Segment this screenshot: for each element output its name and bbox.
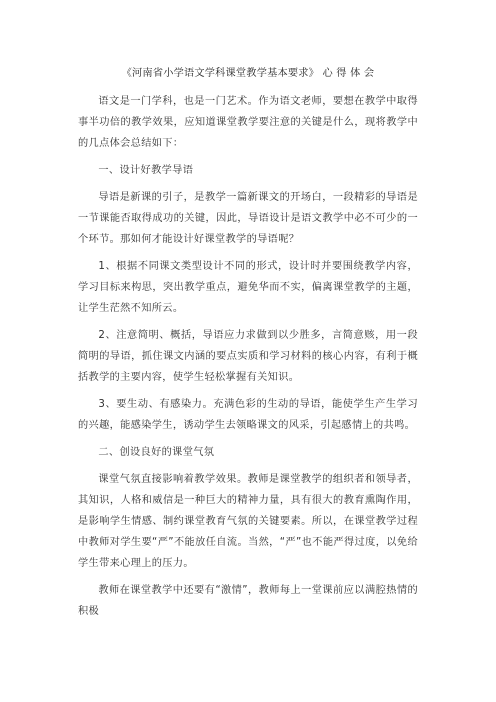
section-1-point-2: 2、注意简明、概括，导语应力求做到以少胜多，言简意赅，用一段简明的导语，抓住课文内涵的要点实质和学习材料的核心内容，有利于概括教学的主要内容，使学生轻松掌握有关知识。 bbox=[78, 330, 418, 383]
intro-paragraph: 语文是一门学科，也是一门艺术。作为语文老师，要想在教学中取得事半功倍的教学效果，应知道课堂教学要注意的关键是什么，现将教学中的几点体会总结如下： bbox=[78, 96, 418, 149]
section-1-point-1: 1、根据不同课文类型设计不同的形式，设计时并要围绕教学内容，学习目标来构思，突出教学重点，避免华而不实，偏离课堂教学的主题，让学生茫然不知所云。 bbox=[78, 261, 418, 314]
document-title: 《河南省小学语文学科课堂教学基本要求》 心 得 体 会 bbox=[121, 68, 375, 79]
section-heading-2: 二、创设良好的课堂气氛 bbox=[98, 447, 215, 458]
section-2-paragraph-2: 教师在课堂教学中还要有“激情”，教师每上一堂课前应以满腔热情的积极 bbox=[78, 585, 418, 617]
section-1-paragraph: 导语是新课的引子，是教学一篇新课文的开场白，一段精彩的导语是一节课能否取得成功的关键，因此，导语设计是语文教学中必不可少的一个环节。那如何才能设计好课堂教学的导语呢？ bbox=[78, 192, 418, 245]
section-1-point-3: 3、要生动、有感染力。充满色彩的生动的导语，能使学生产生学习的兴趣，能感染学生，诱动学生去领略课文的风采，引起感情上的共鸣。 bbox=[78, 399, 418, 431]
section-2-paragraph-1: 课堂气氛直接影响着教学效果。教师是课堂教学的组织者和领导者，其知识，人格和威信是一种巨大的精神力量，具有很大的教育熏陶作用，是影响学生情感、制约课堂教育气氛的关键要素。所以，在课堂教学过程中教师对学生要“严”不能放任自流。当然，“严”也不能严得过度，以免给学生带来心理上的压力。 bbox=[78, 474, 418, 569]
section-heading-1: 一、设计好教学导语 bbox=[98, 165, 194, 176]
